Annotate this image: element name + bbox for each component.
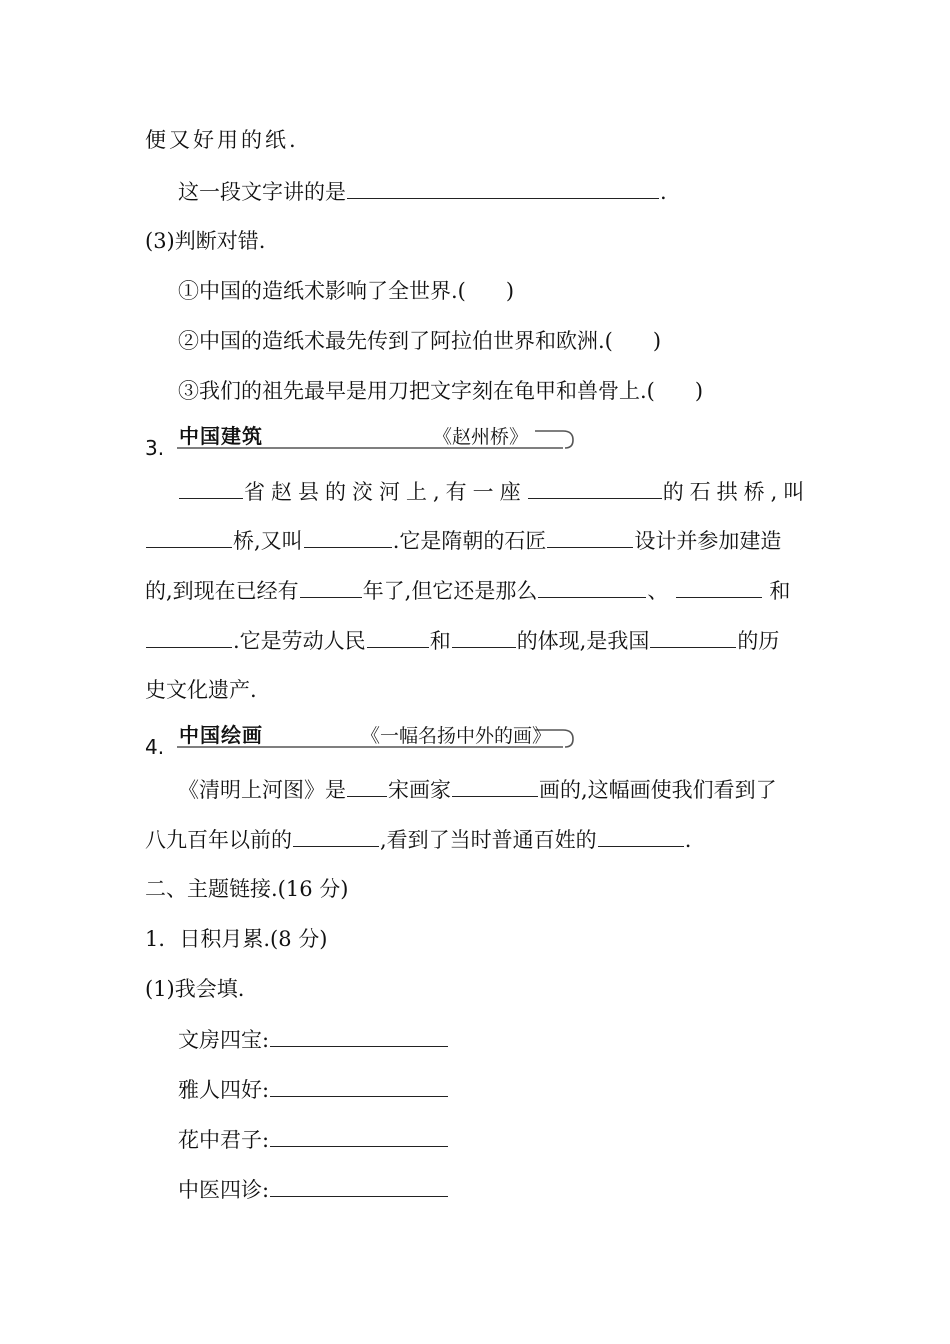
fill-item-1-label: 文房四宝: xyxy=(178,1028,270,1052)
s3-l5: 史文化遗产. xyxy=(145,678,257,702)
s4-blank-painter[interactable] xyxy=(452,776,538,797)
s4-l1-c: 画的,这幅画使我们看到了 xyxy=(539,778,777,802)
fill-item-3-blank[interactable] xyxy=(270,1126,448,1147)
s3-blank-adj2[interactable] xyxy=(676,577,762,598)
q2-judge-2 xyxy=(178,328,661,354)
section-3-book: 《赵州桥》 xyxy=(433,426,529,448)
q2-judge-title xyxy=(145,228,265,254)
s3-blank-name2[interactable] xyxy=(304,527,392,548)
s3-l2-c: 设计并参加建造 xyxy=(634,529,782,553)
s3-blank-adj3[interactable] xyxy=(146,627,232,648)
s3-blank-shape[interactable] xyxy=(528,478,662,499)
fill-item-4-label: 中医四诊: xyxy=(178,1178,270,1202)
s4-line-1 xyxy=(178,776,777,803)
fill-item-2-label: 雅人四好: xyxy=(178,1078,270,1102)
s3-l3-c: 、 xyxy=(647,579,669,603)
q2-judge-title-text: (3)判断对错. xyxy=(145,229,266,253)
s4-l1-a: 《清明上河图》是 xyxy=(178,778,346,802)
s4-line-2 xyxy=(145,826,691,853)
fill-item-3-label: 花中君子: xyxy=(178,1128,270,1152)
q2-judge-3-close: ) xyxy=(694,379,704,403)
q2-judge-2-close: ) xyxy=(652,329,662,353)
s3-line-1 xyxy=(178,478,810,505)
s4-l1-b: 宋画家 xyxy=(388,778,451,802)
part2-q1 xyxy=(145,926,327,952)
part2-q1-text: 1．日积月累.(8 分) xyxy=(145,927,328,951)
fill-item-2-blank[interactable] xyxy=(270,1076,448,1097)
section-3-number: 3. xyxy=(145,436,165,460)
s3-l1-a: 省赵县的洨河上,有一座 xyxy=(244,480,527,504)
section-4-label: 中国绘画 xyxy=(179,723,263,747)
section-3-label: 中国建筑 xyxy=(179,424,263,448)
q2-continuation xyxy=(145,127,299,153)
section-3-banner xyxy=(175,420,580,454)
q2-judge-1-close: ) xyxy=(505,279,515,303)
q2-summary-blank[interactable] xyxy=(347,178,659,199)
s3-blank-quality1[interactable] xyxy=(367,627,429,648)
s3-line-2 xyxy=(145,527,781,554)
q2-summary-line xyxy=(178,178,667,205)
s4-l2-b: ,看到了当时普通百姓的 xyxy=(380,828,597,852)
q2-summary-suffix: . xyxy=(660,180,667,204)
s3-l4-d: 的历 xyxy=(737,629,780,653)
q2-judge-1-text: ①中国的造纸术影响了全世界.( xyxy=(178,279,466,303)
fill-item-1 xyxy=(178,1026,449,1053)
fill-item-4 xyxy=(178,1176,449,1203)
q2-judge-3-text: ③我们的祖先最早是用刀把文字刻在龟甲和兽骨上.( xyxy=(178,379,655,403)
q2-judge-1 xyxy=(178,278,514,304)
s3-blank-mason[interactable] xyxy=(547,527,633,548)
fill-item-4-blank[interactable] xyxy=(270,1176,448,1197)
section-4-banner xyxy=(175,719,580,753)
q2-judge-2-text: ②中国的造纸术最先传到了阿拉伯世界和欧洲.( xyxy=(178,329,613,353)
s3-l3-a: 的,到现在已经有 xyxy=(145,579,299,603)
section-4-number: 4. xyxy=(145,735,165,759)
s3-line-5 xyxy=(145,677,257,703)
s3-line-4 xyxy=(145,627,779,654)
s4-blank-life[interactable] xyxy=(598,826,684,847)
s4-blank-scene[interactable] xyxy=(293,826,379,847)
s3-blank-valuable[interactable] xyxy=(650,627,736,648)
s4-l2-c: . xyxy=(684,828,692,852)
s3-blank-name1[interactable] xyxy=(146,527,232,548)
q2-judge-3 xyxy=(178,378,703,404)
s3-l4-b: 和 xyxy=(429,629,451,653)
part2-heading-text: 二、主题链接.(16 分) xyxy=(145,877,349,901)
s3-l4-a: .它是劳动人民 xyxy=(233,629,366,653)
part2-sub1 xyxy=(145,976,244,1002)
s3-l2-b: .它是隋朝的石匠 xyxy=(392,529,547,553)
part2-sub1-text: (1)我会填. xyxy=(145,977,245,1001)
s3-line-3 xyxy=(145,577,790,604)
s3-l3-d: 和 xyxy=(769,579,791,603)
s3-l3-b: 年了,但它还是那么 xyxy=(362,579,538,603)
s3-blank-years[interactable] xyxy=(300,577,362,598)
part2-heading xyxy=(145,876,348,902)
fill-item-1-blank[interactable] xyxy=(270,1026,448,1047)
s3-l4-c: 的体现,是我国 xyxy=(516,629,650,653)
section-4-book: 《一幅名扬中外的画》 xyxy=(361,725,552,747)
s4-blank-dynasty[interactable] xyxy=(347,776,387,797)
s3-l2-a: 桥,又叫 xyxy=(233,529,303,553)
fill-item-3 xyxy=(178,1126,449,1153)
s4-l2-a: 八九百年以前的 xyxy=(145,828,292,852)
q2-summary-prefix: 这一段文字讲的是 xyxy=(178,180,346,204)
s3-l1-b: 的石拱桥,叫 xyxy=(662,480,811,504)
s3-blank-adj1[interactable] xyxy=(538,577,646,598)
s3-blank-quality2[interactable] xyxy=(452,627,516,648)
q2-cont-text: 便又好用的纸. xyxy=(145,128,299,152)
fill-item-2 xyxy=(178,1076,449,1103)
s3-blank-province[interactable] xyxy=(179,478,243,499)
